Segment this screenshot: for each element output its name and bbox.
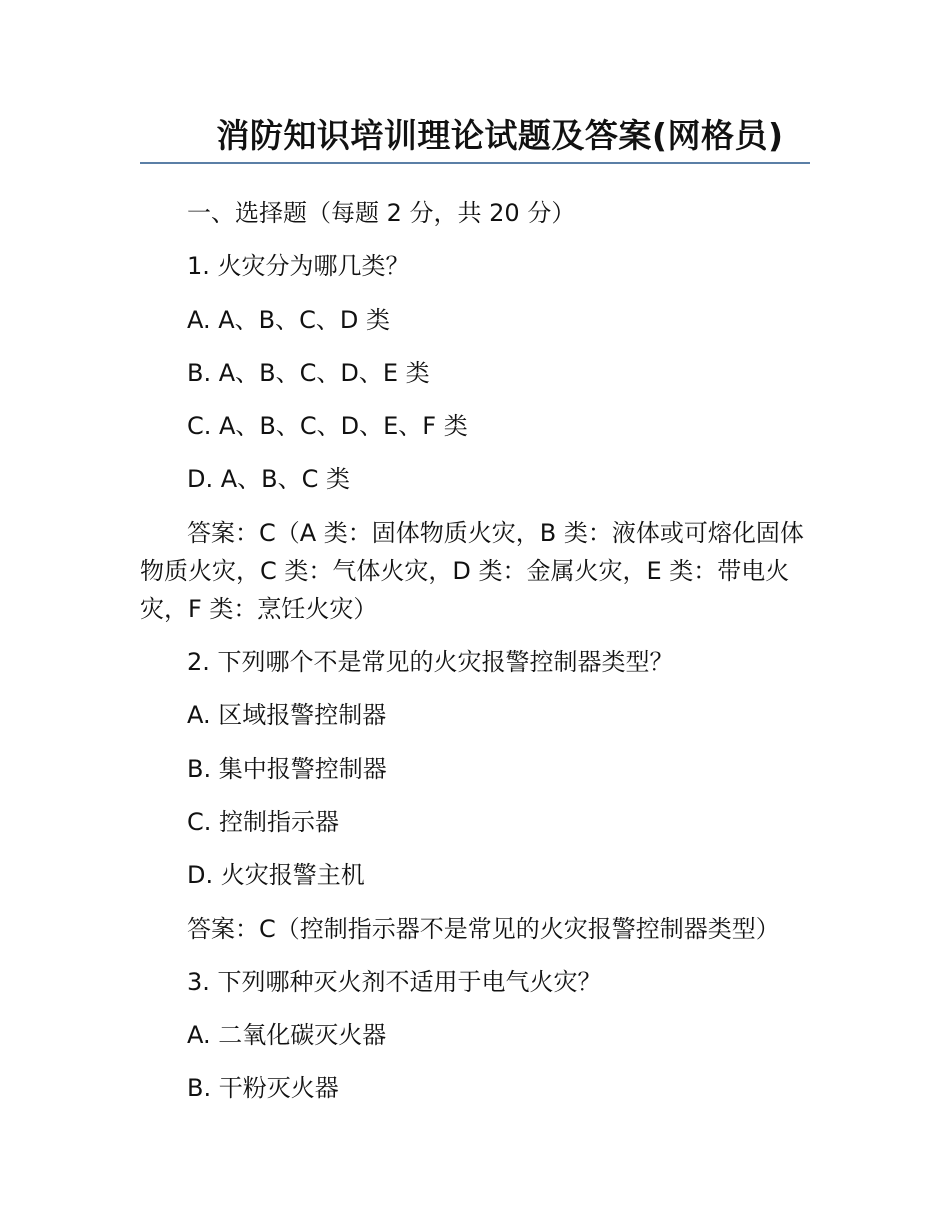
question-2-option-b: B. 集中报警控制器: [187, 754, 387, 783]
question-2-option-a: A. 区域报警控制器: [187, 701, 387, 730]
question-2-answer: 答案：C（控制指示器不是常见的火灾报警控制器类型）: [187, 914, 780, 943]
document-body: [140, 194, 810, 1123]
question-1-option-d: D. A、B、C 类: [187, 465, 351, 494]
title-underline: [140, 162, 810, 164]
document-title: 消防知识培训理论试题及答案(网格员): [216, 116, 784, 155]
question-1: 1. 火灾分为哪几类？: [187, 252, 410, 281]
question-1-answer: 答案：C（A 类：固体物质火灾，B 类：液体或可熔化固体物质火灾，C 类：气体火灾，D 类：金属火灾，E 类：带电火灾，F 类：烹饪火灾）: [140, 518, 804, 623]
question-3: 3. 下列哪种灭火剂不适用于电气火灾？: [187, 967, 602, 996]
section-heading: 一、选择题（每题 2 分，共 20 分）: [187, 199, 576, 227]
question-3-option-a: A. 二氧化碳灭火器: [187, 1021, 387, 1050]
question-1-option-c: C. A、B、C、D、E、F 类: [187, 412, 468, 441]
question-1-option-b: B. A、B、C、D、E 类: [187, 358, 430, 387]
question-2: 2. 下列哪个不是常见的火灾报警控制器类型？: [187, 648, 674, 677]
question-2-option-d: D. 火灾报警主机: [187, 861, 365, 890]
question-3-option-b: B. 干粉灭火器: [187, 1074, 339, 1103]
question-2-option-c: C. 控制指示器: [187, 807, 340, 836]
question-1-option-a: A. A、B、C、D 类: [187, 305, 391, 334]
